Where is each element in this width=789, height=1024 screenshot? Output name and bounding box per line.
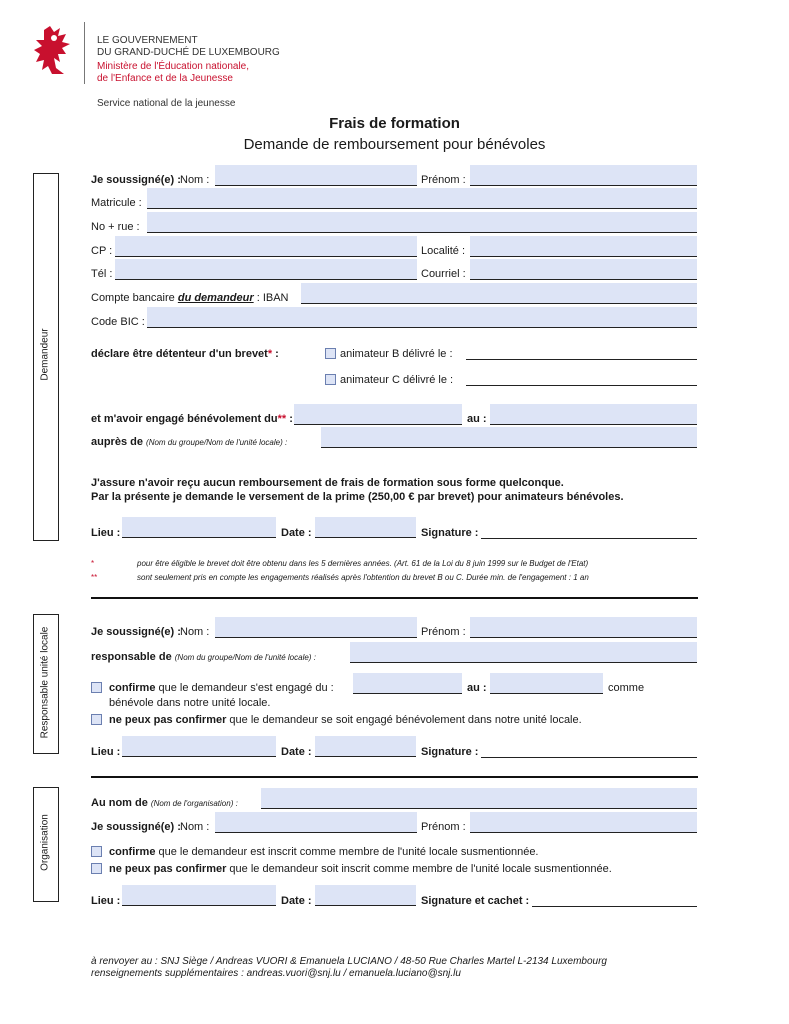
responsable-side-label: Responsable unité locale bbox=[39, 626, 51, 739]
d-anim-b-label: animateur B délivré le : bbox=[340, 348, 453, 360]
o-aunom-note: (Nom de l'organisation) bbox=[150, 799, 234, 808]
section-divider-2 bbox=[91, 776, 698, 778]
gov-logo bbox=[30, 24, 76, 80]
d-date-label: Date : bbox=[281, 527, 312, 539]
red-lion-icon bbox=[30, 24, 76, 80]
r-nepeux-bold: ne peux pas confirmer bbox=[109, 714, 227, 726]
service-name: Service national de la jeunesse bbox=[97, 98, 236, 109]
d-lieu-label: Lieu : bbox=[91, 527, 121, 539]
d-compte-label bbox=[91, 292, 289, 305]
r-comme-label: comme bbox=[608, 682, 645, 694]
r-lieu-label: Lieu : bbox=[91, 746, 121, 758]
d-engage-text: et m'avoir engagé bénévolement du bbox=[91, 413, 278, 425]
r-confirme-checkbox[interactable] bbox=[91, 682, 102, 693]
r-resp-text: responsable de bbox=[91, 651, 172, 663]
o-aunom-label bbox=[91, 797, 238, 810]
d-anim-c-field[interactable] bbox=[466, 365, 697, 386]
d-nom-field[interactable] bbox=[215, 165, 417, 186]
d-courriel-label: Courriel : bbox=[421, 268, 466, 280]
d-prenom-label: Prénom : bbox=[421, 174, 466, 186]
d-compte-emph: du demandeur bbox=[177, 292, 254, 304]
r-resp-label bbox=[91, 651, 316, 664]
d-brevet-label bbox=[91, 348, 279, 361]
d-aupres-text: auprès de bbox=[91, 436, 143, 448]
d-engage-label bbox=[91, 413, 293, 426]
o-confirme-bold: confirme bbox=[109, 846, 156, 858]
o-aunom-colon: : bbox=[233, 799, 238, 808]
o-prenom-field[interactable] bbox=[470, 812, 697, 833]
footnote-star1: * bbox=[91, 559, 95, 568]
r-confirme-from-field[interactable] bbox=[353, 673, 462, 694]
d-aupres-note: (Nom du groupe/Nom de l'unité locale) bbox=[146, 438, 283, 447]
o-signature-line[interactable] bbox=[532, 905, 697, 907]
r-signature-line[interactable] bbox=[481, 756, 697, 758]
o-nepeux-label bbox=[109, 863, 612, 876]
d-engage-star: ** bbox=[277, 413, 287, 425]
o-date-field[interactable] bbox=[315, 885, 416, 906]
d-date-field[interactable] bbox=[315, 517, 416, 538]
o-nepeux-bold: ne peux pas confirmer bbox=[109, 863, 227, 875]
o-lieu-field[interactable] bbox=[122, 885, 276, 906]
d-bic-field[interactable] bbox=[147, 307, 697, 328]
o-signature-label: Signature et cachet : bbox=[421, 895, 530, 907]
d-bic-label: Code BIC : bbox=[91, 316, 145, 328]
d-soussigne: Je soussigné(e) : bbox=[91, 174, 181, 186]
d-lieu-field[interactable] bbox=[122, 517, 276, 538]
r-signature-label: Signature : bbox=[421, 746, 479, 758]
d-engage-to-field[interactable] bbox=[490, 404, 697, 425]
o-nom-field[interactable] bbox=[215, 812, 417, 833]
d-iban-field[interactable] bbox=[301, 283, 697, 304]
o-lieu-label: Lieu : bbox=[91, 895, 121, 907]
page-title: Frais de formation bbox=[329, 115, 460, 132]
r-au-label: au : bbox=[467, 682, 487, 694]
footnote-2: sont seulement pris en compte les engagements réalisés après l'obtention du brevet B ou C. Durée min. de l'engagement : 1 an bbox=[137, 573, 589, 582]
d-aupres-colon: : bbox=[282, 438, 288, 447]
d-nom-label: Nom : bbox=[180, 174, 210, 186]
d-signature-line[interactable] bbox=[481, 537, 697, 539]
d-anim-b-checkbox[interactable] bbox=[325, 348, 336, 359]
o-date-label: Date : bbox=[281, 895, 312, 907]
r-benevole-label: bénévole dans notre unité locale. bbox=[109, 697, 271, 709]
gov-line1: LE GOUVERNEMENT bbox=[97, 35, 198, 46]
d-prenom-field[interactable] bbox=[470, 165, 697, 186]
r-resp-colon: : bbox=[311, 653, 316, 662]
footnote-1: pour être éligible le brevet doit être obtenu dans les 5 dernières années. (Art. 61 de la Loi du 8 juin 1999 sur le Budget de l'Etat) bbox=[137, 559, 589, 568]
d-engage-colon: : bbox=[286, 413, 293, 425]
d-brevet-text: déclare être détenteur d'un brevet bbox=[91, 348, 268, 360]
d-signature-label: Signature : bbox=[421, 527, 479, 539]
gov-line2: DU GRAND-DUCHÉ DE LUXEMBOURG bbox=[97, 47, 280, 58]
d-tel-label: Tél : bbox=[91, 268, 113, 280]
d-compte-suffix: : IBAN bbox=[256, 292, 289, 304]
r-confirme-bold: confirme bbox=[109, 682, 156, 694]
r-soussigne: Je soussigné(e) : bbox=[91, 626, 181, 638]
d-courriel-field[interactable] bbox=[470, 259, 697, 280]
d-matricule-label: Matricule : bbox=[91, 197, 142, 209]
organisation-side-label: Organisation bbox=[39, 814, 51, 871]
o-nom-label: Nom : bbox=[180, 821, 210, 833]
d-engage-from-field[interactable] bbox=[294, 404, 462, 425]
d-brevet-colon: : bbox=[272, 348, 279, 360]
section-divider-1 bbox=[91, 597, 698, 599]
d-assure-line1: J'assure n'avoir reçu aucun remboursement de frais de formation sous forme quelconque. bbox=[91, 477, 564, 489]
o-confirme-text: que le demandeur est inscrit comme membre de l'unité locale susmentionnée. bbox=[155, 846, 539, 858]
d-compte-prefix: Compte bancaire bbox=[91, 292, 175, 304]
r-prenom-label: Prénom : bbox=[421, 626, 466, 638]
d-localite-label: Localité : bbox=[421, 245, 466, 257]
d-anim-c-label: animateur C délivré le : bbox=[340, 374, 454, 386]
r-nom-field[interactable] bbox=[215, 617, 417, 638]
page-subtitle: Demande de remboursement pour bénévoles bbox=[243, 136, 546, 153]
r-confirme-to-field[interactable] bbox=[490, 673, 603, 694]
r-date-label: Date : bbox=[281, 746, 312, 758]
footer-line2: renseignements supplémentaires : andreas.vuori@snj.lu / emanuela.luciano@snj.lu bbox=[91, 968, 461, 979]
r-lieu-field[interactable] bbox=[122, 736, 276, 757]
r-prenom-field[interactable] bbox=[470, 617, 697, 638]
o-confirme-checkbox[interactable] bbox=[91, 846, 102, 857]
d-cp-field[interactable] bbox=[115, 236, 417, 257]
r-resp-field[interactable] bbox=[350, 642, 697, 663]
r-confirme-text: que le demandeur s'est engagé du : bbox=[155, 682, 334, 694]
r-nepeux-text: que le demandeur se soit engagé bénévolement dans notre unité locale. bbox=[226, 714, 582, 726]
d-norue-label: No + rue : bbox=[91, 221, 140, 233]
o-aunom-text: Au nom de bbox=[91, 797, 148, 809]
d-brevet-star: * bbox=[267, 348, 273, 360]
o-nepeux-text: que le demandeur soit inscrit comme membre de l'unité locale susmentionnée. bbox=[226, 863, 612, 875]
d-aupres-label bbox=[91, 436, 287, 449]
d-assure-line2: Par la présente je demande le versement de la prime (250,00 € par brevet) pour animateurs bénévoles. bbox=[91, 491, 624, 503]
d-localite-field[interactable] bbox=[470, 236, 697, 257]
d-norue-field[interactable] bbox=[147, 212, 697, 233]
ministry-line2: de l'Enfance et de la Jeunesse bbox=[97, 73, 233, 84]
r-date-field[interactable] bbox=[315, 736, 416, 757]
d-aupres-field[interactable] bbox=[321, 427, 697, 448]
header-divider bbox=[84, 22, 85, 84]
o-aunom-field[interactable] bbox=[261, 788, 697, 809]
o-soussigne: Je soussigné(e) : bbox=[91, 821, 181, 833]
r-nom-label: Nom : bbox=[180, 626, 210, 638]
d-cp-label: CP : bbox=[91, 245, 113, 257]
o-nepeux-checkbox[interactable] bbox=[91, 863, 102, 874]
d-matricule-field[interactable] bbox=[147, 188, 697, 209]
o-confirme-label bbox=[109, 846, 539, 859]
d-au-label: au : bbox=[467, 413, 487, 425]
d-tel-field[interactable] bbox=[115, 259, 417, 280]
footer-line1: à renvoyer au : SNJ Siège / Andreas VUORI & Emanuela LUCIANO / 48-50 Rue Charles Martel L-2134 Luxembourg bbox=[91, 956, 607, 967]
demandeur-side-label: Demandeur bbox=[39, 328, 51, 381]
d-anim-c-checkbox[interactable] bbox=[325, 374, 336, 385]
r-nepeux-checkbox[interactable] bbox=[91, 714, 102, 725]
r-confirme-label bbox=[109, 682, 334, 695]
r-nepeux-label bbox=[109, 714, 582, 727]
ministry-line1: Ministère de l'Éducation nationale, bbox=[97, 61, 250, 72]
d-anim-b-field[interactable] bbox=[466, 339, 697, 360]
footnote-star2: ** bbox=[91, 573, 98, 582]
o-prenom-label: Prénom : bbox=[421, 821, 466, 833]
r-resp-note: (Nom du groupe/Nom de l'unité locale) bbox=[174, 653, 312, 662]
